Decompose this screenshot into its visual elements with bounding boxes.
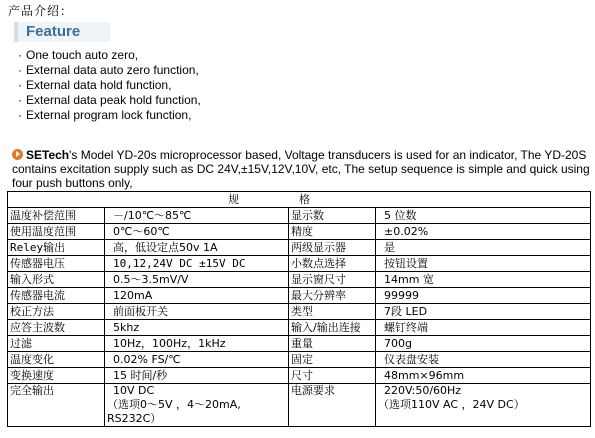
spec-value: 高，低设定点50v 1A — [105, 240, 289, 256]
spec-label: 输入/输出连接 — [289, 320, 376, 336]
table-row — [8, 256, 591, 272]
feature-item-text: One touch auto zero, — [26, 48, 139, 62]
spec-label: 固定 — [289, 352, 376, 368]
spec-label: 传感器电压 — [8, 256, 105, 272]
bullet-dot: · — [18, 93, 22, 107]
description-text: 's Model YD-20s microprocessor based, Voltage transducers is used for an indicator, The YD-20S contains excitation supply such as DC 24V,±15V,12V,10V, etc, The setup sequence is simple and quick using four push buttons only, — [12, 148, 590, 190]
feature-heading: Feature — [14, 22, 110, 42]
spec-value: 15 时间/秒 — [105, 368, 289, 384]
spec-label: 显示窗尺寸 — [289, 272, 376, 288]
spec-label: 传感器电流 — [8, 288, 105, 304]
feature-item-text: External data hold function, — [26, 78, 172, 92]
table-row — [8, 384, 591, 427]
spec-value: 仪表盘安装 — [376, 352, 591, 368]
spec-value: 99999 — [376, 288, 591, 304]
feature-item — [18, 78, 201, 93]
spec-label: 输入形式 — [8, 272, 105, 288]
table-row — [8, 304, 591, 320]
spec-value: 120mA — [105, 288, 289, 304]
table-row — [8, 288, 591, 304]
table-row — [8, 368, 591, 384]
spec-value-line: （选项0～5V ，4～20mA, RS232C） — [107, 398, 241, 425]
spec-label: 完全输出 — [8, 384, 105, 427]
spec-label: 小数点选择 — [289, 256, 376, 272]
spec-label: 精度 — [289, 224, 376, 240]
intro-title: 产品介绍： — [8, 4, 74, 18]
bullet-dot: · — [18, 78, 22, 92]
spec-label: 应答主波数 — [8, 320, 105, 336]
table-row — [8, 272, 591, 288]
spec-label: 温度补偿范围 — [8, 208, 105, 224]
spec-label: 使用温度范围 — [8, 224, 105, 240]
table-row — [8, 240, 591, 256]
spec-label: 尺寸 — [289, 368, 376, 384]
spec-label: Reley输出 — [8, 240, 105, 256]
spec-value: 700g — [376, 336, 591, 352]
spec-value: 按钮设置 — [376, 256, 591, 272]
spec-value: 10,12,24V DC ±15V DC — [105, 256, 289, 272]
brand-name: SETech — [26, 148, 70, 162]
spec-table — [7, 191, 591, 427]
feature-item-text: External data peak hold function, — [26, 93, 201, 107]
feature-item — [18, 63, 201, 78]
table-row — [8, 336, 591, 352]
spec-label: 类型 — [289, 304, 376, 320]
spec-value-line: （选项110V AC ，24V DC） — [378, 398, 525, 411]
spec-value: －/10℃～85℃ — [105, 208, 289, 224]
spec-value: 7段 LED — [376, 304, 591, 320]
feature-item — [18, 93, 201, 108]
spec-value: 0.02% FS/℃ — [105, 352, 289, 368]
spec-label: 最大分辨率 — [289, 288, 376, 304]
spec-value: 是 — [376, 240, 591, 256]
spec-value: 前面板开关 — [105, 304, 289, 320]
spec-value: 14mm 宽 — [376, 272, 591, 288]
bullet-dot: · — [18, 63, 22, 77]
spec-value: 0℃～60℃ — [105, 224, 289, 240]
arrow-bullet-icon — [12, 149, 23, 160]
spec-value: 螺钉终端 — [376, 320, 591, 336]
spec-value: 10Hz，100Hz，1kHz — [105, 336, 289, 352]
feature-list — [18, 48, 201, 123]
feature-item — [18, 108, 201, 123]
spec-label: 过滤 — [8, 336, 105, 352]
spec-label: 电源要求 — [289, 384, 376, 427]
spec-value: 5 位数 — [376, 208, 591, 224]
spec-label: 两级显示器 — [289, 240, 376, 256]
bullet-dot: · — [18, 108, 22, 122]
spec-label: 变换速度 — [8, 368, 105, 384]
spec-value: 5khz — [105, 320, 289, 336]
table-row — [8, 224, 591, 240]
table-row — [8, 208, 591, 224]
spec-value: 0.5～3.5mV/V — [105, 272, 289, 288]
spec-label: 校正方法 — [8, 304, 105, 320]
feature-item-text: External data auto zero function, — [26, 63, 199, 77]
table-row — [8, 352, 591, 368]
spec-value — [376, 384, 591, 427]
spec-label: 显示数 — [289, 208, 376, 224]
spec-label: 温度变化 — [8, 352, 105, 368]
feature-item-text: External program lock function, — [26, 108, 192, 122]
spec-value-line: 10V DC — [113, 384, 155, 397]
spec-header-row — [8, 192, 591, 208]
spec-value — [105, 384, 289, 427]
spec-table-header: 规格 — [8, 192, 591, 208]
spec-value: 48mm×96mm — [376, 368, 591, 384]
feature-item — [18, 48, 201, 63]
product-description — [12, 148, 590, 190]
spec-value-line: 220V:50/60Hz — [384, 384, 462, 397]
spec-value: ±0.02% — [376, 224, 591, 240]
table-row — [8, 320, 591, 336]
spec-label: 重量 — [289, 336, 376, 352]
bullet-dot: · — [18, 48, 22, 62]
